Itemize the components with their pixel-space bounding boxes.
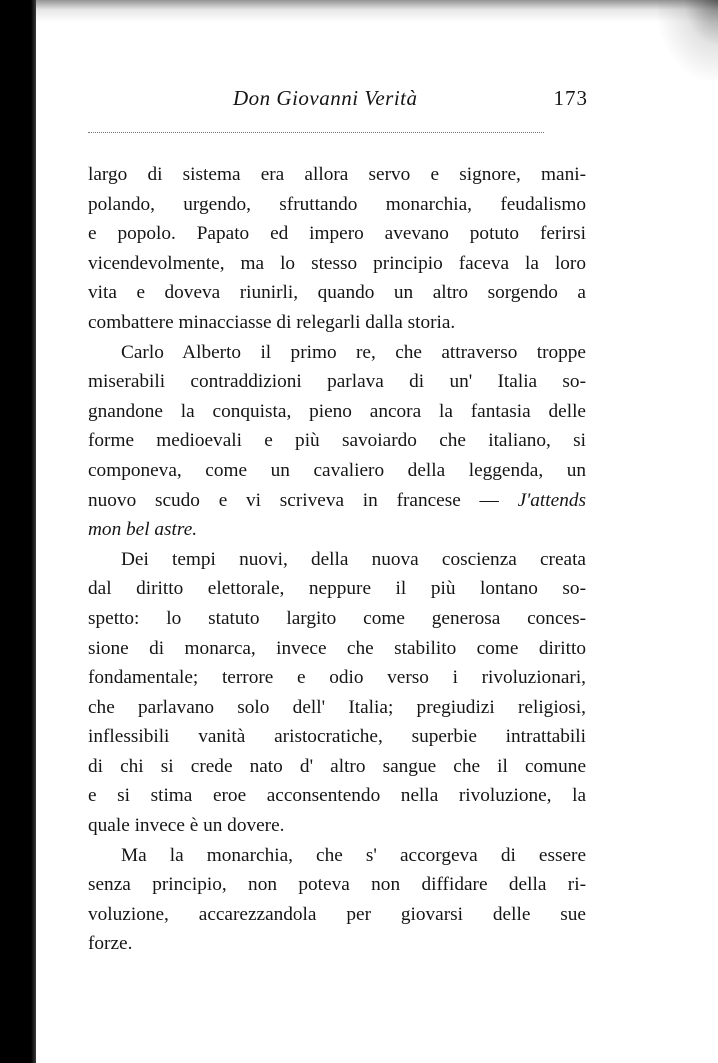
text-line: polando, urgendo, sfruttando monarchia, feudalismo	[88, 193, 586, 215]
text-line: vita e doveva riunirli, quando un altro sorgendo a	[88, 282, 586, 304]
body-text	[88, 160, 586, 959]
text-line: quale invece è un dovere.	[88, 815, 285, 837]
text-line: gnandone la conquista, pieno ancora la fantasia delle	[88, 400, 586, 422]
header-rule	[88, 132, 544, 133]
paragraph	[88, 338, 586, 545]
text-line: spetto: lo statuto largito come generosa conces-	[88, 607, 586, 629]
text-line: Carlo Alberto il primo re, che attraverso troppe	[121, 341, 586, 363]
scan-top-edge	[36, 0, 718, 22]
text-line: Dei tempi nuovi, della nuova coscienza creata	[121, 548, 586, 570]
text-line: di chi si crede nato d' altro sangue che il comune	[88, 755, 586, 777]
running-title: Don Giovanni Verità	[233, 86, 418, 110]
page-number: 173	[553, 86, 588, 110]
paragraph	[88, 160, 586, 338]
text-line: miserabili contraddizioni parlava di un' Italia so-	[88, 371, 586, 393]
text-line: senza principio, non poteva non diffidare della ri-	[88, 874, 586, 896]
text-line: voluzione, accarezzandola per giovarsi delle sue	[88, 903, 586, 925]
text-line: Ma la monarchia, che s' accorgeva di essere	[121, 844, 586, 866]
motto-italic: mon bel astre.	[88, 519, 198, 541]
text-line: sione di monarca, invece che stabilito come diritto	[88, 637, 586, 659]
page-header	[88, 86, 588, 116]
text-line: combattere minacciasse di relegarli dalla storia.	[88, 311, 456, 333]
scan-corner-shadow	[658, 0, 718, 80]
text-line: forme medioevali e più savoiardo che italiano, si	[88, 430, 586, 452]
text-line: componeva, come un cavaliero della leggenda, un	[88, 459, 586, 481]
text-line: vicendevolmente, ma lo stesso principio faceva la loro	[88, 252, 586, 274]
text-line: largo di sistema era allora servo e signore, mani-	[88, 164, 586, 185]
text-line: e si stima eroe acconsentendo nella rivoluzione, la	[88, 785, 586, 807]
text-line: fondamentale; terrore e odio verso i rivoluzionari,	[88, 667, 586, 689]
scan-binding-shadow	[0, 0, 36, 1063]
text-segment: nuovo scudo e vi scriveva in francese —	[88, 489, 499, 511]
text-line-with-motto	[88, 486, 586, 516]
text-line: dal diritto elettorale, neppure il più lontano so-	[88, 578, 586, 600]
text-line: e popolo. Papato ed impero avevano potuto ferirsi	[88, 223, 586, 245]
motto-italic: J'attends	[517, 489, 586, 511]
text-line: che parlavano solo dell' Italia; pregiudizi religiosi,	[88, 696, 586, 718]
text-line: forze.	[88, 933, 133, 955]
text-line: inflessibili vanità aristocratiche, superbie intrattabili	[88, 726, 586, 748]
paragraph	[88, 841, 586, 959]
paragraph	[88, 545, 586, 841]
